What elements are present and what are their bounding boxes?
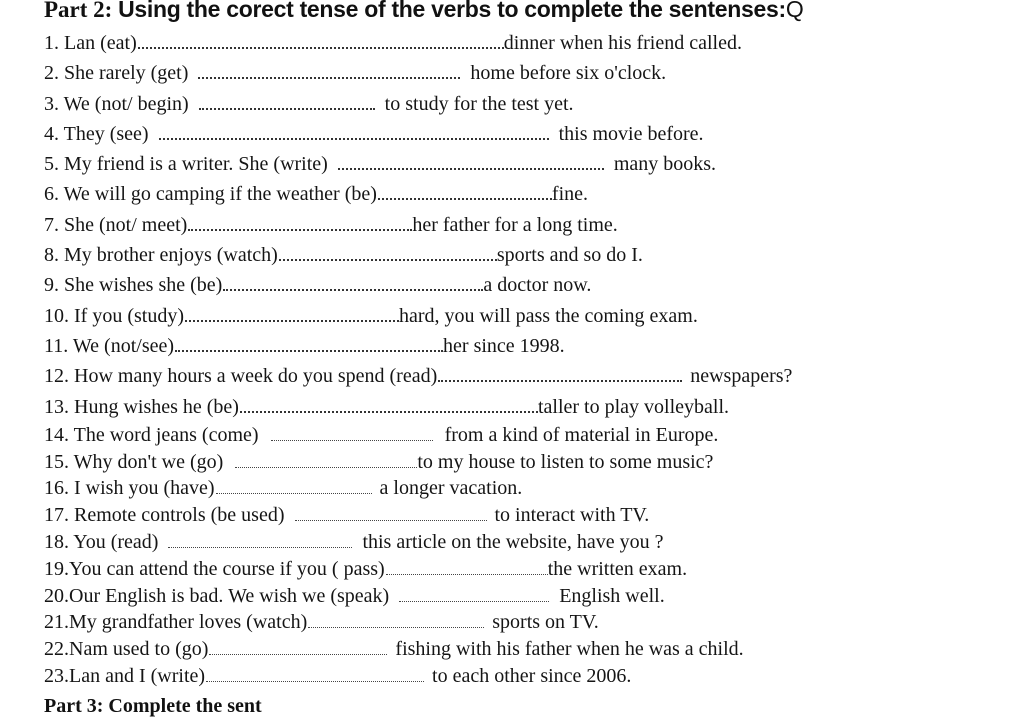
exercise-item-11 [44,331,1004,361]
item-continuation: home before six o'clock. [470,62,667,85]
answer-blank[interactable] [235,453,417,468]
item-continuation: to study for the test yet. [384,92,574,115]
item-prompt: 11. We (not/see) [44,334,175,357]
item-continuation: sports on TV. [492,611,599,634]
exercise-item-18 [44,529,1004,556]
item-continuation: dinner when his friend called. [503,32,742,54]
answer-blank[interactable] [438,366,682,382]
exercise-item-8 [44,240,1004,270]
item-continuation: to my house to listen to some music? [417,450,714,473]
item-prompt: 19.You can attend the course if you ( pass) [44,557,385,580]
item-prompt: 9. She wishes she (be) [44,274,223,297]
item-prompt: 4. They (see) [44,122,149,145]
exercise-item-7 [44,210,1004,240]
answer-blank[interactable] [209,640,387,655]
exercise-item-21 [44,609,1004,636]
item-continuation: a longer vacation. [379,477,523,500]
answer-blank[interactable] [295,506,487,521]
answer-blank[interactable] [378,184,552,200]
answer-blank[interactable] [206,667,424,682]
item-continuation: hard, you will pass the coming exam. [398,304,698,327]
item-prompt: 18. You (read) [44,531,159,554]
item-continuation: from a kind of material in Europe. [444,423,719,446]
exercise-item-20 [44,583,1004,610]
part-title: Using the corect tense of the verbs to complete the sentenses: [118,0,786,22]
item-continuation: newspapers? [690,365,793,388]
item-prompt: 23.Lan and I (write) [44,665,206,688]
answer-blank[interactable] [138,33,504,49]
exercise-item-5 [44,149,1004,179]
answer-blank[interactable] [175,336,443,352]
item-continuation: fine. [551,183,589,206]
item-continuation: to each other since 2006. [432,665,632,688]
item-prompt: 15. Why don't we (go) [44,450,224,473]
item-prompt: 6. We will go camping if the weather (be) [44,183,377,206]
exercise-item-6 [44,179,1004,209]
exercise-item-13 [44,392,1004,422]
item-prompt: 13. Hung wishes he (be) [44,395,239,418]
exercise-item-2 [44,58,1004,88]
exercise-item-3 [44,89,1004,119]
exercise-item-12 [44,361,1004,391]
answer-blank[interactable] [159,124,549,140]
item-continuation: sports and so do I. [496,244,643,267]
item-continuation: many books. [613,153,717,176]
next-part-heading: Part 3: Complete the sent [44,695,262,717]
item-continuation: to interact with TV. [494,504,650,527]
exercise-item-14 [44,422,1004,449]
answer-blank[interactable] [240,397,538,413]
exercise-item-9 [44,270,1004,300]
item-continuation: the written exam. [547,557,688,580]
item-prompt: 17. Remote controls (be used) [44,504,285,527]
answer-blank[interactable] [199,94,375,110]
item-prompt: 22.Nam used to (go) [44,638,209,661]
item-continuation: this article on the website, have you ? [362,531,664,554]
answer-blank[interactable] [399,587,549,602]
exercise-item-19 [44,556,1004,583]
answer-blank[interactable] [168,533,352,548]
item-continuation: fishing with his father when he was a child. [395,638,744,661]
answer-blank[interactable] [271,426,433,441]
answer-blank[interactable] [185,306,399,322]
answer-blank[interactable] [338,154,604,170]
exercise-item-4 [44,119,1004,149]
item-continuation: a doctor now. [483,274,592,297]
exercise-item-23 [44,663,1004,690]
answer-blank[interactable] [188,215,412,231]
answer-blank[interactable] [386,560,548,575]
item-continuation: her since 1998. [443,334,565,357]
exercise-item-17 [44,502,1004,529]
answer-blank[interactable] [223,275,483,291]
item-continuation: taller to play volleyball. [537,395,730,418]
part-heading [44,0,804,25]
answer-blank[interactable] [279,245,497,261]
item-prompt: 3. We (not/ begin) [44,92,189,115]
exercise-item-22 [44,636,1004,663]
exercise-item-1 [44,28,1004,58]
exercise-item-15 [44,449,1004,476]
item-prompt: 20.Our English is bad. We wish we (speak) [44,584,390,607]
item-prompt: 12. How many hours a week do you spend (read) [44,365,438,388]
item-continuation: her father for a long time. [412,213,618,236]
heading-trailing-char: Q [785,0,804,22]
item-continuation: English well. [559,584,665,607]
item-prompt: 8. My brother enjoys (watch) [44,244,278,267]
exercise-item-16 [44,475,1004,502]
answer-blank[interactable] [198,63,460,79]
exercise-list [44,28,1004,690]
item-prompt: 5. My friend is a writer. She (write) [44,153,328,176]
item-continuation: this movie before. [558,122,704,145]
item-prompt: 10. If you (study) [44,304,184,327]
item-prompt: 2. She rarely (get) [44,62,189,85]
answer-blank[interactable] [216,479,372,494]
item-prompt: 7. She (not/ meet) [44,213,188,236]
item-prompt: 21.My grandfather loves (watch) [44,611,308,634]
item-prompt: 1. Lan (eat) [44,32,137,54]
item-prompt: 14. The word jeans (come) [44,423,259,446]
exercise-item-10 [44,301,1004,331]
part-label: Part 2: [44,0,113,22]
item-prompt: 16. I wish you (have) [44,477,215,500]
answer-blank[interactable] [308,613,484,628]
